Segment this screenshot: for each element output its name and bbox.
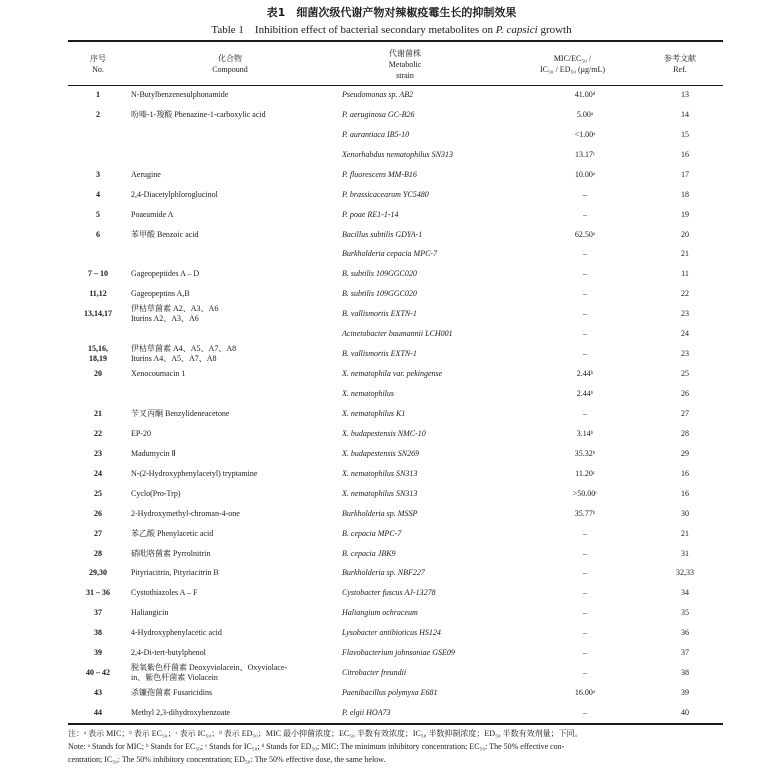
table-row bbox=[0, 484, 783, 504]
cell-number: 21 bbox=[94, 408, 102, 418]
cell-value: – bbox=[583, 209, 587, 219]
header-line: 代谢菌株 bbox=[389, 48, 421, 58]
cell-strain: Cystobacter fuscus AJ-13278 bbox=[342, 588, 436, 598]
table-row bbox=[0, 544, 783, 564]
cell-reference: 27 bbox=[681, 408, 689, 418]
cell-compound-line: 脱氧紫色杆菌素 Deoxyviolacein、Oxyviolace- bbox=[131, 663, 288, 673]
cell-value: >50.00ᶜ bbox=[572, 488, 598, 498]
cell-reference: 38 bbox=[681, 668, 689, 678]
cell-strain: X. nematophila var. pekingense bbox=[342, 369, 443, 379]
cell-reference: 17 bbox=[681, 169, 689, 179]
cell-number: 31 – 36 bbox=[86, 588, 110, 598]
table-row bbox=[0, 324, 783, 344]
cell-value: 2.44ᵇ bbox=[576, 389, 594, 399]
cell-value: 3.14ᵇ bbox=[576, 428, 594, 438]
header-line: 序号 bbox=[90, 54, 106, 63]
table-row bbox=[0, 564, 783, 584]
cell-compound-line: 伊枯草菌素 A2、A3、A6 bbox=[131, 304, 219, 314]
cell-strain: B. vallismortis EXTN-1 bbox=[342, 349, 417, 359]
cell-value: 62.50ᵃ bbox=[574, 229, 596, 239]
cell-reference: 32,33 bbox=[676, 568, 694, 578]
cell-compound: Cyclo(Pro-Trp) bbox=[131, 488, 181, 498]
cell-number: 43 bbox=[94, 688, 102, 698]
cell-reference: 19 bbox=[681, 209, 689, 219]
cell-strain: X. nematophilus SN313 bbox=[342, 468, 418, 478]
header-line: Compound bbox=[212, 65, 248, 74]
cell-number: 7 – 10 bbox=[88, 269, 108, 279]
cell-compound: 硝吡咯菌素 Pyrrolnitrin bbox=[131, 548, 211, 558]
cell-reference: 35 bbox=[681, 608, 689, 618]
cell-reference: 21 bbox=[681, 528, 689, 538]
cell-strain: Lysobacter antibioticus HS124 bbox=[342, 628, 441, 638]
cell-compound bbox=[131, 663, 331, 683]
cell-compound bbox=[131, 125, 331, 145]
cell-compound: EP-20 bbox=[131, 428, 151, 438]
table-row bbox=[0, 205, 783, 225]
cell-strain: Xenorhabdus nematophilus SN313 bbox=[342, 149, 453, 159]
table-notes bbox=[68, 727, 723, 766]
cell-reference: 36 bbox=[681, 628, 689, 638]
cell-reference: 16 bbox=[681, 149, 689, 159]
cell-reference: 30 bbox=[681, 508, 689, 518]
cell-compound: Cystothiazoles A – F bbox=[131, 588, 198, 598]
cell-reference: 37 bbox=[681, 648, 689, 658]
cell-compound-line: 伊枯草菌素 A4、A5、A7、A8 bbox=[131, 344, 237, 354]
cell-strain: B. subtilis 109GGC020 bbox=[342, 289, 417, 299]
cell-value: 2.44ᵇ bbox=[576, 369, 594, 379]
cell-value: – bbox=[583, 548, 587, 558]
cell-reference: 13 bbox=[681, 89, 689, 99]
table-row bbox=[0, 643, 783, 663]
cell-strain: B. cepacia MPC-7 bbox=[342, 528, 402, 538]
table-row bbox=[0, 444, 783, 464]
cell-number: 26 bbox=[94, 508, 102, 518]
header-line: 参考文献 bbox=[664, 54, 696, 63]
cell-compound: Gageopeptides A – D bbox=[131, 269, 200, 279]
cell-value: – bbox=[583, 628, 587, 638]
cell-number: 27 bbox=[94, 528, 102, 538]
cell-number bbox=[68, 344, 128, 364]
cell-compound: Pityriacitrin, Pityriacitrin B bbox=[131, 568, 219, 578]
cell-reference: 39 bbox=[681, 688, 689, 698]
cell-value: – bbox=[583, 408, 587, 418]
cell-strain: B. subtilis 109GGC020 bbox=[342, 269, 417, 279]
cell-compound: 苯甲酸 Benzoic acid bbox=[131, 229, 199, 239]
table-row bbox=[0, 583, 783, 603]
table-row bbox=[0, 683, 783, 703]
cell-strain: Burkholderia sp. NBF227 bbox=[342, 568, 425, 578]
cell-number-line: 15,16, bbox=[88, 344, 108, 354]
cell-value: 41.00ᵈ bbox=[574, 89, 596, 99]
cell-value: – bbox=[583, 289, 587, 299]
cell-strain: P. aeruginosa GC-B26 bbox=[342, 109, 415, 119]
cell-reference: 34 bbox=[681, 588, 689, 598]
cell-number: 13,14,17 bbox=[84, 309, 112, 319]
cell-number: 29,30 bbox=[89, 568, 107, 578]
cell-value: – bbox=[583, 349, 587, 359]
cell-number bbox=[68, 324, 128, 344]
cell-number: 40 – 42 bbox=[86, 668, 110, 678]
cell-compound: 2-Hydroxymethyl-chroman-4-one bbox=[131, 508, 240, 518]
cell-strain: P. poae RE1-1-14 bbox=[342, 209, 399, 219]
cell-number: 5 bbox=[96, 209, 100, 219]
cell-reference: 26 bbox=[681, 389, 689, 399]
cell-reference: 40 bbox=[681, 708, 689, 718]
cell-number bbox=[68, 145, 128, 165]
cell-compound: 杀镰孢菌素 Fusaricidins bbox=[131, 688, 213, 698]
cell-compound: Gageopeptins A,B bbox=[131, 289, 190, 299]
cell-number: 22 bbox=[94, 428, 102, 438]
cell-number: 6 bbox=[96, 229, 100, 239]
cell-number: 1 bbox=[96, 89, 100, 99]
table-body bbox=[0, 85, 783, 723]
cell-value: 35.32ᵇ bbox=[574, 448, 596, 458]
table-row bbox=[0, 245, 783, 265]
table-row bbox=[0, 663, 783, 683]
cell-strain: Flavobacterium johnsoniae GSE09 bbox=[342, 648, 455, 658]
table-title-english bbox=[0, 21, 783, 37]
cell-compound-line: in、紫色杆菌素 Violacein bbox=[131, 673, 218, 683]
cell-compound bbox=[131, 324, 331, 344]
cell-reference: 22 bbox=[681, 289, 689, 299]
cell-compound: Aerugine bbox=[131, 169, 161, 179]
cell-strain: B. cepacia JBK9 bbox=[342, 548, 396, 558]
cell-strain: Paenibacillus polymyxa E681 bbox=[342, 688, 438, 698]
table-row bbox=[0, 504, 783, 524]
cell-compound bbox=[131, 384, 331, 404]
cell-value: 16.00ᵃ bbox=[574, 688, 596, 698]
cell-compound: Haliangicin bbox=[131, 608, 169, 618]
cell-reference: 24 bbox=[681, 329, 689, 339]
header-strain bbox=[330, 46, 480, 82]
header-line: MIC/EC₅₀ / bbox=[553, 54, 592, 63]
header-number bbox=[68, 46, 128, 82]
cell-value: – bbox=[583, 329, 587, 339]
cell-compound: Xenocoumacin 1 bbox=[131, 369, 186, 379]
cell-compound: 苯乙酸 Phenylacetic acid bbox=[131, 528, 214, 538]
cell-reference: 16 bbox=[681, 468, 689, 478]
header-line: IC₅₀ / ED₅₀ (μg/mL) bbox=[540, 65, 605, 74]
cell-reference: 29 bbox=[681, 448, 689, 458]
table-row bbox=[0, 225, 783, 245]
cell-number: 28 bbox=[94, 548, 102, 558]
table-top-rule bbox=[68, 40, 723, 42]
cell-compound bbox=[131, 344, 331, 364]
cell-value: – bbox=[583, 269, 587, 279]
cell-value: – bbox=[583, 528, 587, 538]
cell-number: 3 bbox=[96, 169, 100, 179]
cell-strain: Haliangium ochraceum bbox=[342, 608, 418, 618]
cell-number: 20 bbox=[94, 369, 102, 379]
cell-reference: 21 bbox=[681, 249, 689, 259]
cell-strain: Pseudomonas sp. AB2 bbox=[342, 89, 414, 99]
header-line: Metabolic bbox=[388, 59, 422, 69]
cell-value: – bbox=[583, 608, 587, 618]
cell-compound bbox=[131, 304, 331, 324]
cell-number bbox=[68, 384, 128, 404]
table-row bbox=[0, 85, 783, 105]
table-row bbox=[0, 284, 783, 304]
cell-value: 10.00ᵃ bbox=[574, 169, 596, 179]
table-row bbox=[0, 623, 783, 643]
cell-number: 2 bbox=[96, 109, 100, 119]
cell-value: <1.00ᵃ bbox=[574, 129, 596, 139]
table-row bbox=[0, 125, 783, 145]
cell-number: 24 bbox=[94, 468, 102, 478]
table-row bbox=[0, 424, 783, 444]
header-line: No. bbox=[92, 65, 104, 74]
cell-strain: P. brassicacearum YC5480 bbox=[342, 189, 429, 199]
cell-number: 44 bbox=[94, 708, 102, 718]
cell-compound-line: Iturins A4、A5、A7、A8 bbox=[131, 354, 217, 364]
cell-strain: X. nematophilus bbox=[342, 389, 394, 399]
table-row bbox=[0, 404, 783, 424]
cell-compound: 2,4-Diacetylphloroglucinol bbox=[131, 189, 218, 199]
cell-reference: 31 bbox=[681, 548, 689, 558]
cell-strain: Acinetobacter baumannii LCH001 bbox=[342, 329, 453, 339]
cell-value: 11.20ᶜ bbox=[575, 468, 595, 478]
cell-reference: 25 bbox=[681, 369, 689, 379]
cell-number: 4 bbox=[96, 189, 100, 199]
note-line-chinese: 注：ᵃ 表示 MIC；ᵇ 表示 EC₅₀；ᶜ 表示 IC₅₀；ᵈ 表示 ED₅₀；MIC 最小抑菌浓度；EC₅₀ 半数有效浓度；IC₅₀ 半数抑制浓度；ED₅₀ 半数有效剂量；下同。 bbox=[68, 729, 583, 738]
cell-reference: 11 bbox=[681, 269, 689, 279]
header-line: 化合物 bbox=[218, 54, 242, 63]
table-row bbox=[0, 264, 783, 284]
table-row bbox=[0, 105, 783, 125]
table-row bbox=[0, 165, 783, 185]
cell-value: – bbox=[583, 249, 587, 259]
table-title-chinese: 表1 细菌次级代谢产物对辣椒疫霉生长的抑制效果 bbox=[266, 6, 517, 19]
cell-value: 5.00ᵃ bbox=[576, 109, 594, 119]
cell-strain: X. nematophilus K1 bbox=[342, 408, 406, 418]
cell-strain: Citrobacter freundii bbox=[342, 668, 407, 678]
table-row bbox=[0, 703, 783, 723]
cell-strain: X. budapestensis NMC-10 bbox=[342, 428, 426, 438]
cell-number: 11,12 bbox=[89, 289, 107, 299]
table-row bbox=[0, 384, 783, 404]
note-line-english-2: centration; IC₅₀: The 50% inhibitory concentration; ED₅₀: The 50% effective dose, the same below. bbox=[68, 755, 386, 764]
table-title-english-text: Table 1 Inhibition effect of bacterial secondary metabolites on P. capsici growth bbox=[211, 24, 572, 36]
cell-number bbox=[68, 245, 128, 265]
table-row bbox=[0, 185, 783, 205]
cell-compound: 4-Hydroxyphenylacetic acid bbox=[131, 628, 222, 638]
cell-compound: Methyl 2,3-dihydroxybenzoate bbox=[131, 708, 231, 718]
cell-compound bbox=[131, 245, 331, 265]
cell-compound: N-Butylbenzenesulphonamide bbox=[131, 89, 229, 99]
cell-strain: P. elgii HOA73 bbox=[342, 708, 391, 718]
cell-value: – bbox=[583, 309, 587, 319]
cell-compound: N-(2-Hydroxyphenylacetyl) tryptamine bbox=[131, 468, 258, 478]
cell-compound: Poaeamide A bbox=[131, 209, 174, 219]
cell-strain: Burkholderia cepacia MPC-7 bbox=[342, 249, 438, 259]
table-row bbox=[0, 145, 783, 165]
header-compound bbox=[130, 46, 330, 82]
cell-reference: 14 bbox=[681, 109, 689, 119]
cell-compound-line: Iturins A2、A3、A6 bbox=[131, 314, 199, 324]
cell-number: 37 bbox=[94, 608, 102, 618]
cell-strain: X. nematophilus SN313 bbox=[342, 488, 418, 498]
cell-value: – bbox=[583, 708, 587, 718]
cell-reference: 16 bbox=[681, 488, 689, 498]
cell-compound: Madumycin Ⅱ bbox=[131, 448, 176, 458]
cell-number: 38 bbox=[94, 628, 102, 638]
cell-value: – bbox=[583, 189, 587, 199]
cell-strain: Bacillus subtilis GDYA-1 bbox=[342, 229, 423, 239]
cell-strain: P. aurantiaca IB5-10 bbox=[342, 129, 410, 139]
table-row bbox=[0, 364, 783, 384]
table-row bbox=[0, 344, 783, 364]
cell-value: – bbox=[583, 668, 587, 678]
table-bottom-rule bbox=[68, 723, 723, 725]
cell-compound: 苄叉丙酮 Benzylideneacetone bbox=[131, 408, 230, 418]
cell-compound: 2,4-Di-tert-butylphenol bbox=[131, 648, 206, 658]
table-row bbox=[0, 603, 783, 623]
cell-compound bbox=[131, 145, 331, 165]
header-line: Ref. bbox=[673, 65, 687, 74]
cell-value: 13.17ᶜ bbox=[574, 149, 596, 159]
header-value bbox=[515, 46, 630, 82]
header-line: strain bbox=[396, 70, 414, 80]
table-row bbox=[0, 524, 783, 544]
cell-value: – bbox=[583, 588, 587, 598]
cell-reference: 18 bbox=[681, 189, 689, 199]
cell-reference: 28 bbox=[681, 428, 689, 438]
note-line-english-1: Note: ᵃ Stands for MIC; ᵇ Stands for EC₅₀; ᶜ Stands for IC₅₀; ᵈ Stands for ED₅₀; MIC: The minimum inhibitory concentration; EC₅₀: The 50% effective con- bbox=[68, 742, 565, 751]
cell-number bbox=[68, 125, 128, 145]
cell-strain: P. fluorescens MM-B16 bbox=[342, 169, 417, 179]
cell-value: – bbox=[583, 648, 587, 658]
cell-value: 35.77ᵇ bbox=[574, 508, 596, 518]
cell-strain: Burkholderia sp. MSSP bbox=[342, 508, 418, 518]
cell-strain: X. budapestensis SN269 bbox=[342, 448, 420, 458]
cell-number: 39 bbox=[94, 648, 102, 658]
header-reference bbox=[640, 46, 720, 82]
cell-number: 23 bbox=[94, 448, 102, 458]
cell-number-line: 18,19 bbox=[89, 354, 107, 364]
cell-strain: B. vallismortis EXTN-1 bbox=[342, 309, 417, 319]
table-row bbox=[0, 304, 783, 324]
cell-reference: 20 bbox=[681, 229, 689, 239]
cell-reference: 15 bbox=[681, 129, 689, 139]
cell-reference: 23 bbox=[681, 309, 689, 319]
cell-reference: 23 bbox=[681, 349, 689, 359]
table-row bbox=[0, 464, 783, 484]
cell-value: – bbox=[583, 568, 587, 578]
cell-compound: 吩嗪-1-羧酸 Phenazine-1-carboxylic acid bbox=[131, 109, 266, 119]
species-name: P. capsici bbox=[495, 24, 538, 36]
cell-number: 25 bbox=[94, 488, 102, 498]
